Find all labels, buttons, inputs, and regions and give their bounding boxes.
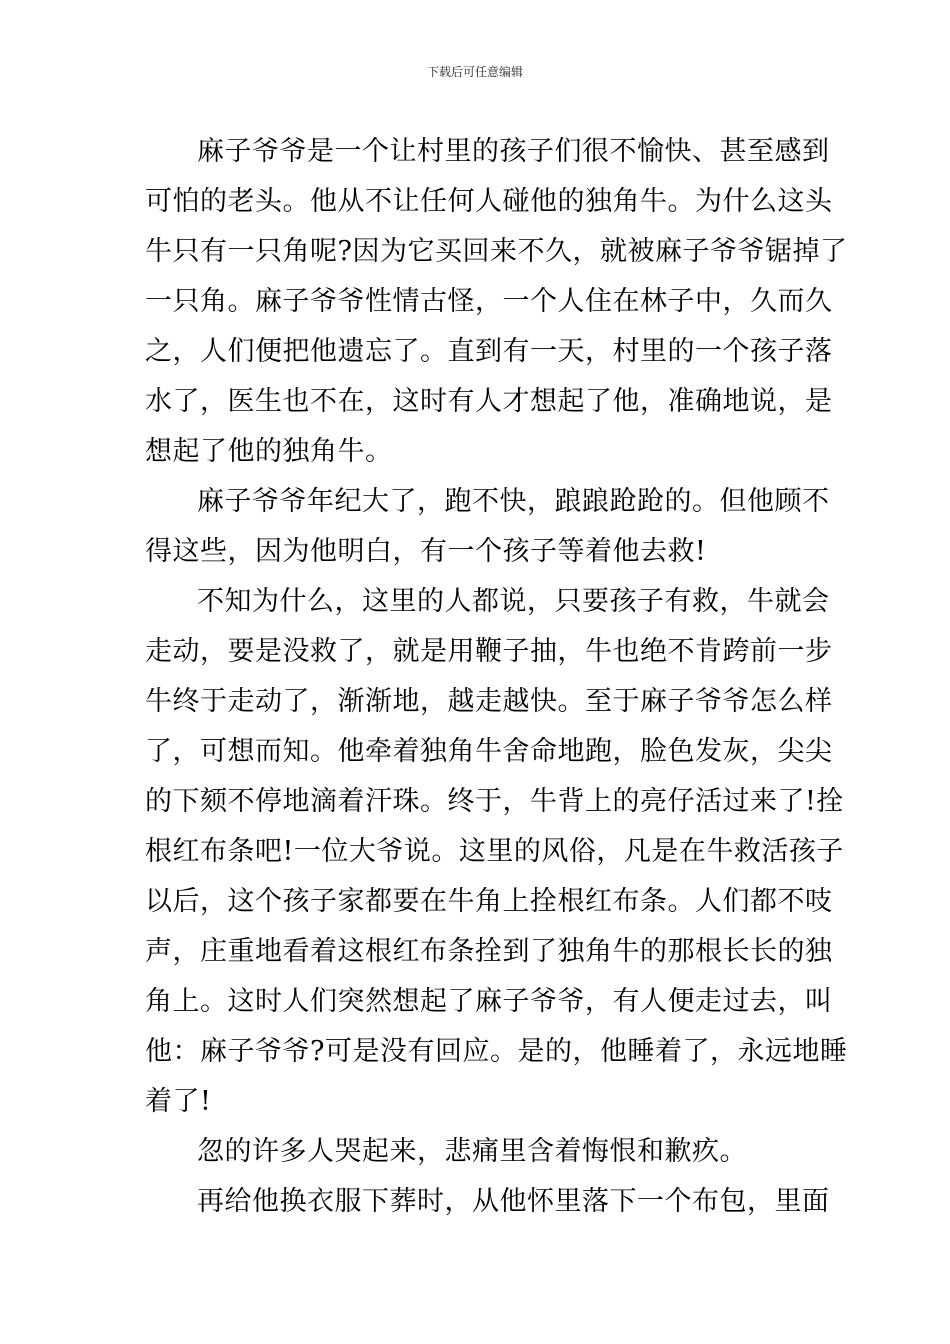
text-line: 一只角。麻子爷爷性情古怪，一个人住在林子中，久而久 xyxy=(145,286,833,317)
header-note: 下载后可任意编辑 xyxy=(426,65,523,79)
text-line: 水了，医生也不在，这时有人才想起了他，准确地说，是 xyxy=(145,386,833,417)
text-line: 不知为什么，这里的人都说，只要孩子有救，牛就会 xyxy=(197,586,830,617)
text-line: 声，庄重地看着这根红布条拴到了独角牛的那根长长的独 xyxy=(145,936,833,967)
text-line: 着了! xyxy=(145,1086,212,1117)
text-line: 以后，这个孩子家都要在牛角上拴根红布条。人们都不吱 xyxy=(145,886,833,917)
text-line: 牛只有一只角呢?因为它买回来不久，就被麻子爷爷锯掉了 xyxy=(145,236,848,267)
text-line: 牛终于走动了，渐渐地，越走越快。至于麻子爷爷怎么样 xyxy=(145,686,833,717)
text-line: 忽的许多人哭起来，悲痛里含着悔恨和歉疚。 xyxy=(197,1136,747,1167)
text-line: 的下颏不停地滴着汗珠。终于，牛背上的亮仔活过来了!拴 xyxy=(145,786,844,817)
text-line: 麻子爷爷年纪大了，跑不快，踉踉跄跄的。但他顾不 xyxy=(197,486,830,517)
text-line: 之，人们便把他遗忘了。直到有一天，村里的一个孩子落 xyxy=(145,336,833,367)
text-line: 想起了他的独角牛。 xyxy=(145,436,393,467)
text-line: 得这些，因为他明白，有一个孩子等着他去救! xyxy=(145,536,707,567)
text-line: 再给他换衣服下葬时，从他怀里落下一个布包，里面 xyxy=(197,1186,830,1217)
text-line: 他：麻子爷爷?可是没有回应。是的，他睡着了，永远地睡 xyxy=(145,1036,848,1067)
text-line: 走动，要是没救了，就是用鞭子抽，牛也绝不肯跨前一步 xyxy=(145,636,833,667)
text-line: 角上。这时人们突然想起了麻子爷爷，有人便走过去，叫 xyxy=(145,986,833,1017)
text-line: 了，可想而知。他牵着独角牛舍命地跑，脸色发灰，尖尖 xyxy=(145,736,833,767)
text-line: 可怕的老头。他从不让任何人碰他的独角牛。为什么这头 xyxy=(145,186,833,217)
text-line: 根红布条吧!一位大爷说。这里的风俗，凡是在牛救活孩子 xyxy=(145,836,844,867)
text-line: 麻子爷爷是一个让村里的孩子们很不愉快、甚至感到 xyxy=(197,136,830,167)
